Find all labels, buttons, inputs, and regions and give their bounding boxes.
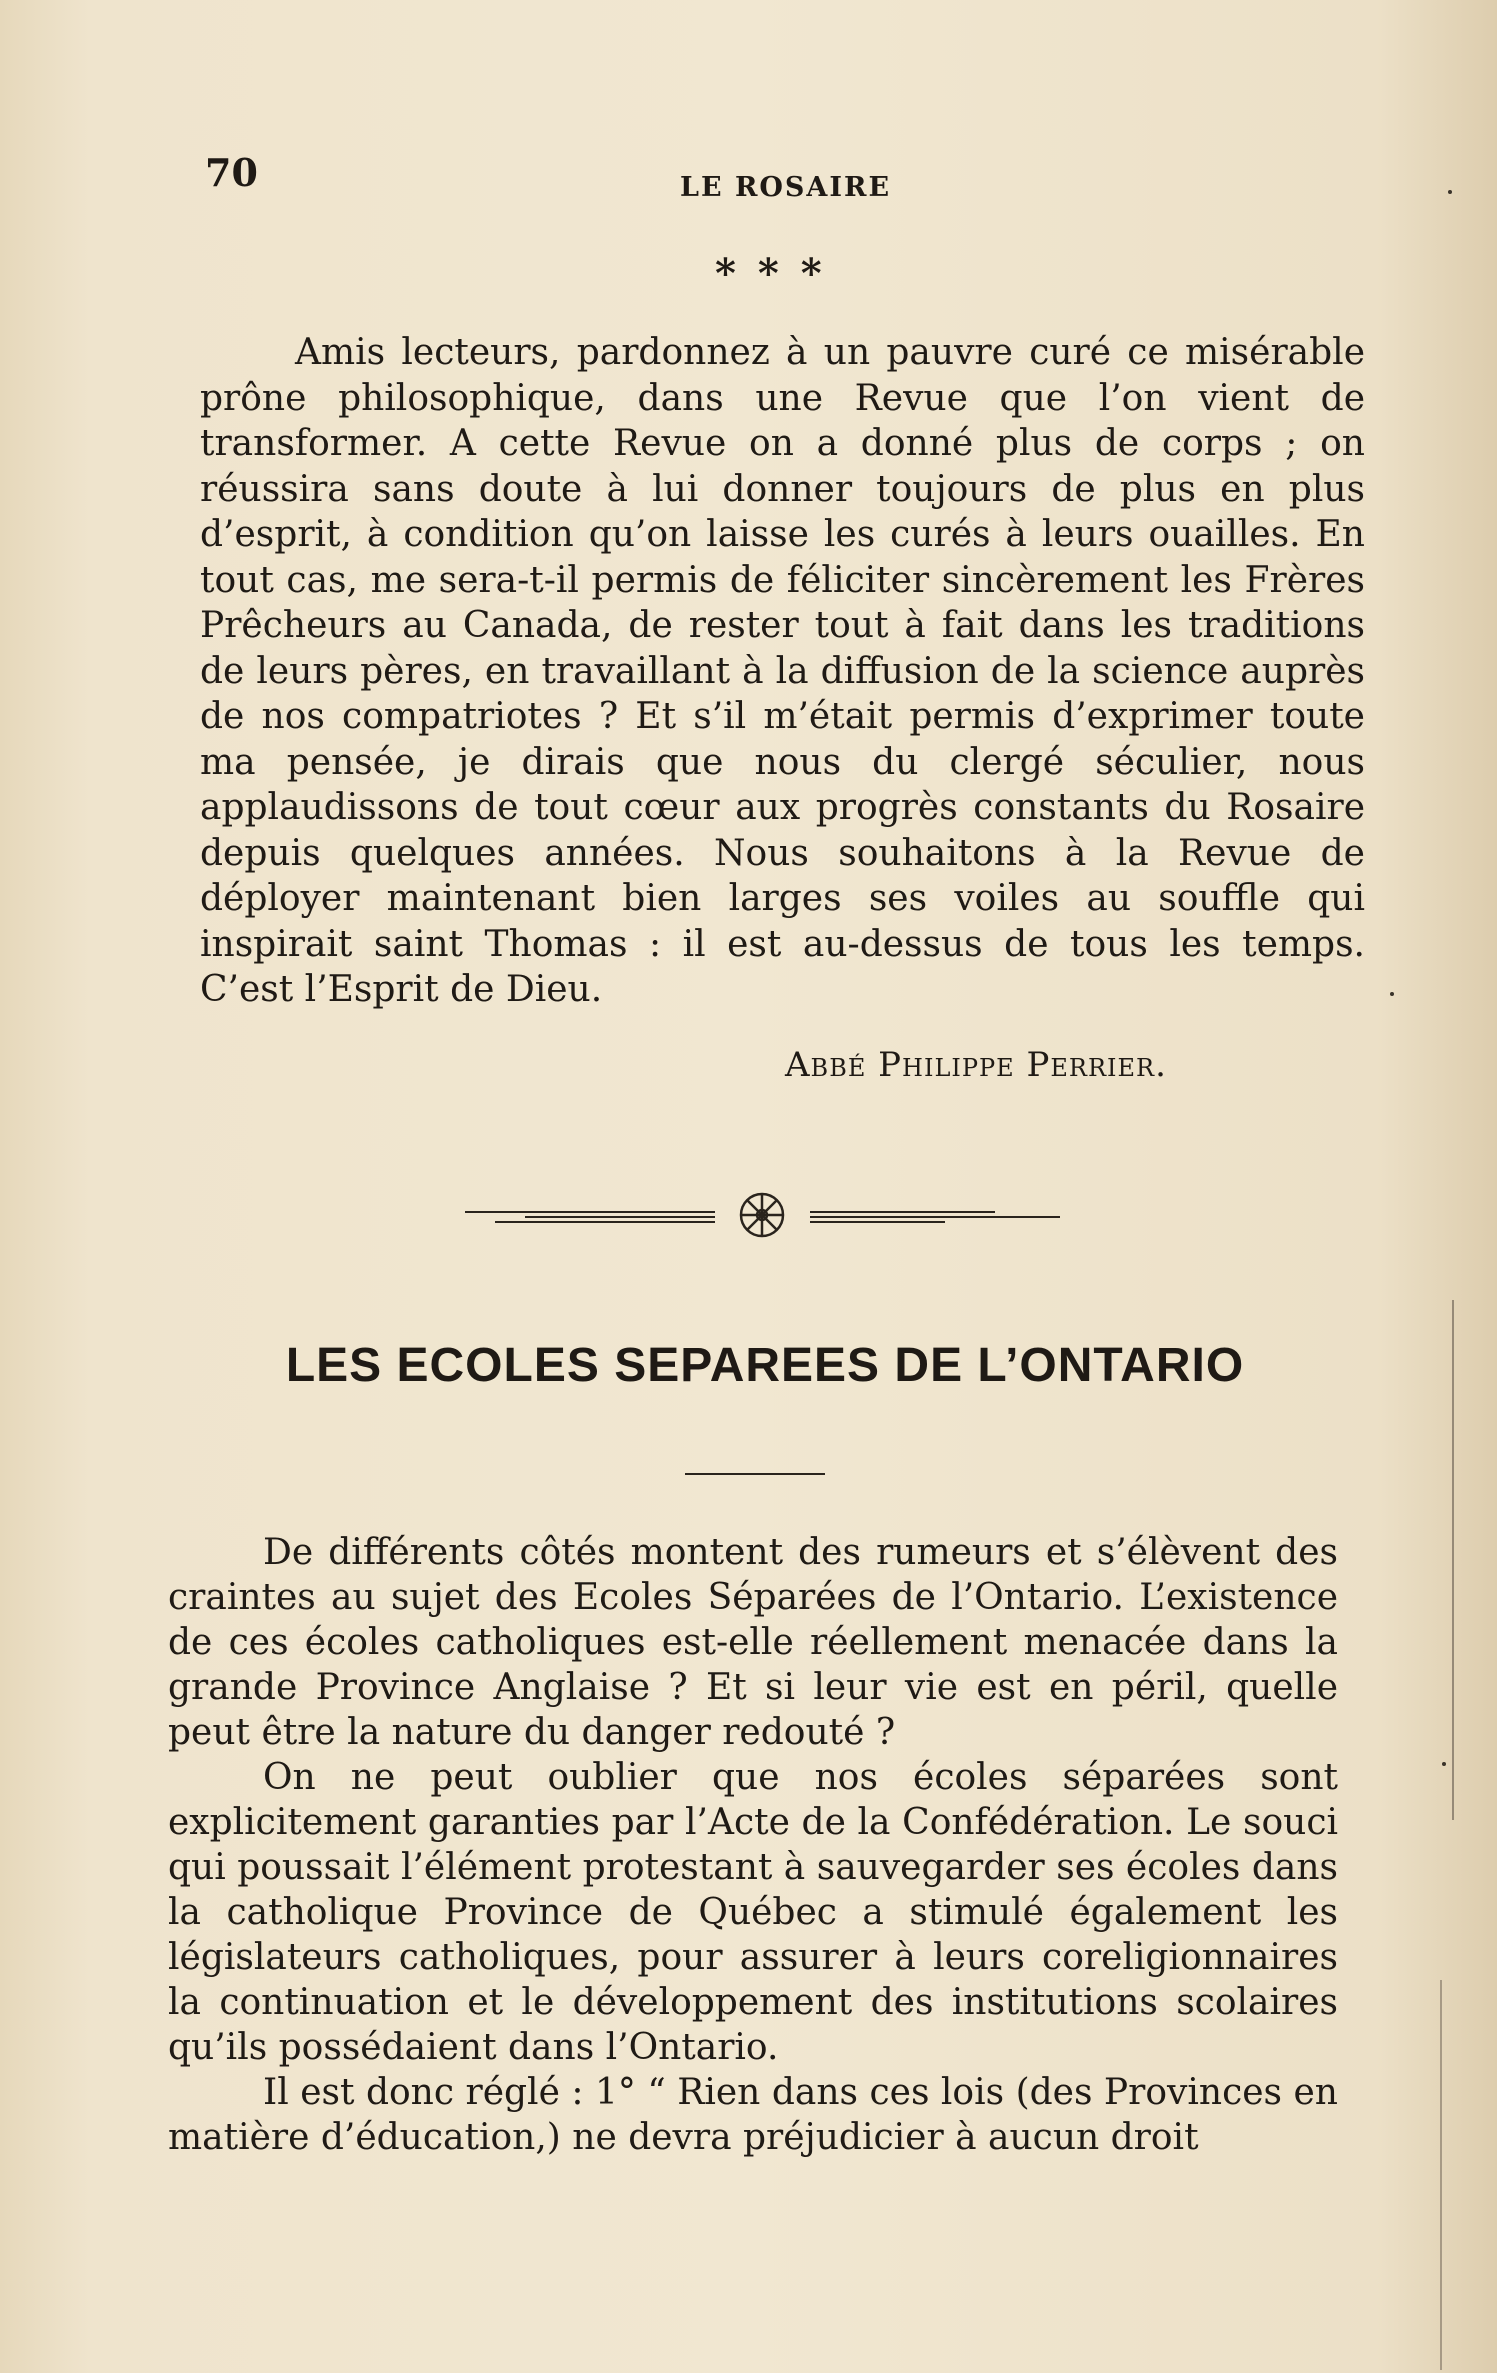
rosette-icon [741,1194,783,1236]
article-paragraph: On ne peut oublier que nos écoles séparées sont explicitement garanties par l’Acte de la Confédération. Le souci qui poussait l’élément protestant à sauvegarder ses écoles dans la catholique Province de Québec a stimulé également les législateurs catholiques, pour assurer à leurs coreligionnaires la continuation et le développement des institutions scolaires qu’ils possédaient dans l’Ontario. [168,1757,1338,2068]
article-paragraph: De différents côtés montent des rumeurs et s’élèvent des craintes au sujet des Ecoles Séparées de l’Ontario. L’existence de ces écoles catholiques est-elle réellement menacée dans la grande Province Anglaise ? Et si leur vie est en péril, quelle peut être la nature du danger redouté ? [168,1532,1338,1753]
article-body [168,1530,1338,2160]
article-title: LES ECOLES SEPAREES DE L’ONTARIO [285,1339,1245,1392]
running-title: LE ROSAIRE [680,172,892,203]
page-number: 70 [205,150,258,195]
page-edge-shadow [1440,1980,1442,2370]
page-edge-shadow [1452,1300,1454,1820]
closing-paragraph: Amis lecteurs, pardonnez à un pauvre curé ce misérable prône philosophique, dans une Revue que l’on vient de transformer. A cette Revue on a donné plus de corps ; on réussira sans doute à lui donner toujours de plus en plus d’esprit, à condition qu’on laisse les curés à leurs ouailles. En tout cas, me sera-t-il permis de féliciter sincèrement les Frères Prêcheurs au Canada, de rester tout à fait dans les traditions de leurs pères, en travaillant à la diffusion de la science auprès de nos compatriotes ? Et s’il m’était permis d’exprimer toute ma pensée, je dirais que nous du clergé séculier, nous applaudissons de tout cœur aux progrès constants du Rosaire depuis quelques années. Nous souhaitons à la Revue de déployer maintenant bien larges ses voiles au souffle qui inspirait saint Thomas : il est au-dessus de tous les temps. C’est l’Esprit de Dieu. [200,332,1365,1010]
decorative-divider [465,1190,1060,1240]
ink-speck [1448,190,1452,194]
closing-section [200,330,1365,1013]
ink-speck [1442,1762,1446,1766]
article-paragraph: Il est donc réglé : 1° “ Rien dans ces lois (des Provinces en matière d’éducation,) ne devra préjudicier à aucun droit [168,2072,1338,2158]
title-underline [685,1473,825,1475]
author-signature: Abbé Philippe Perrier. [785,1045,1167,1085]
asterism-separator: * * * [715,250,826,297]
ink-speck [1390,992,1394,996]
